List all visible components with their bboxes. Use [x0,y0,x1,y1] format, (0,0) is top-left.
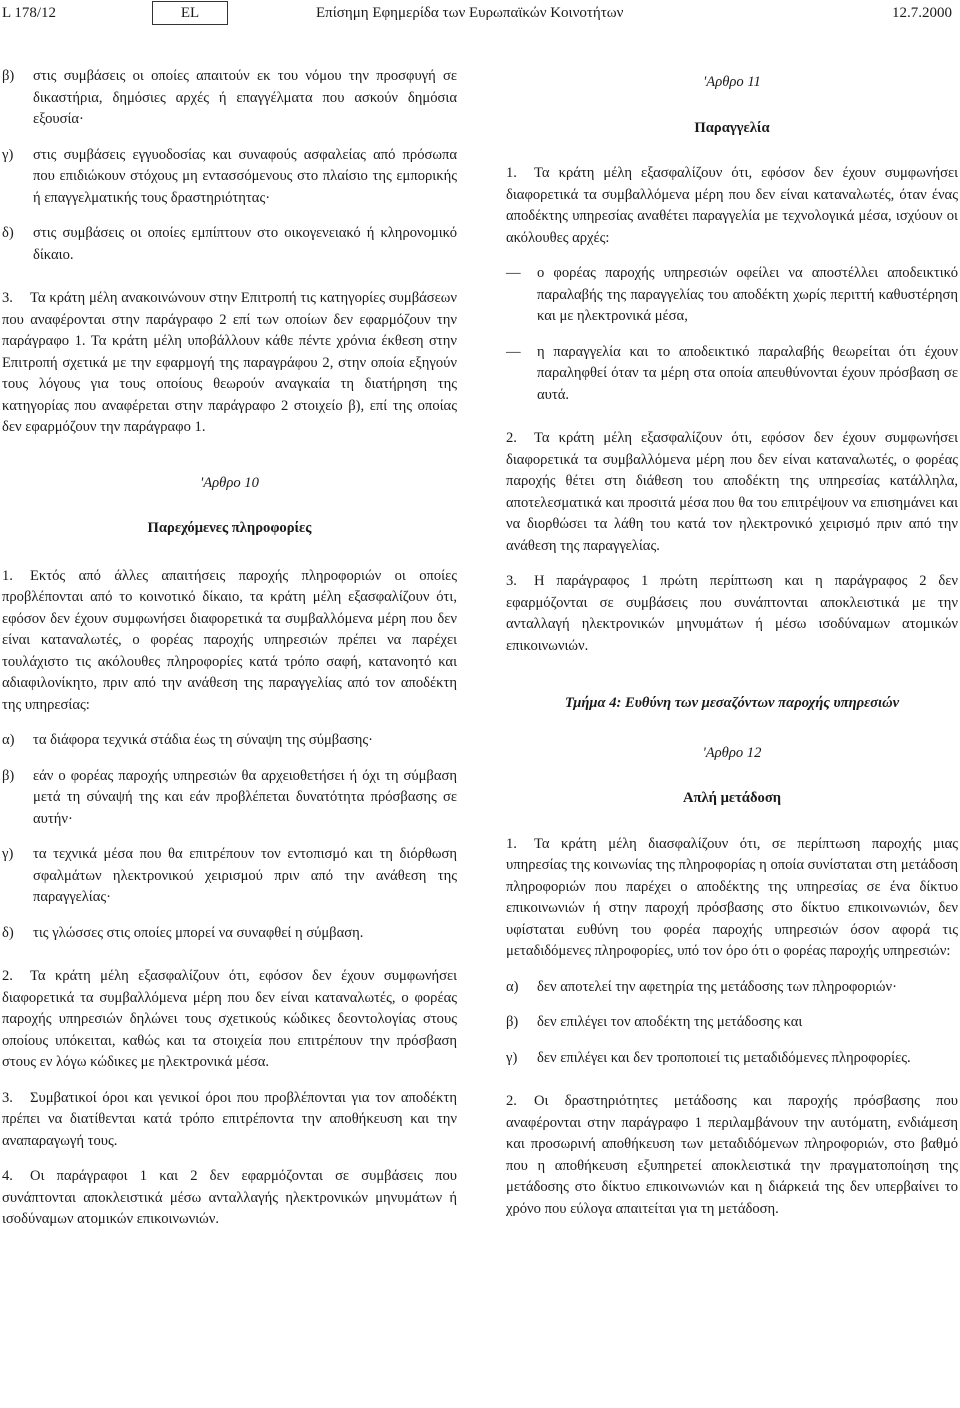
paragraph [2,966,457,1074]
paragraph-number: 4. [2,1168,13,1184]
list-item [2,66,457,131]
paragraph-number: 3. [2,1089,13,1106]
item-text: δεν επιλέγει τον αποδέκτη της μετάδοσης και [537,1014,803,1030]
item-marker: γ) [506,1049,518,1066]
list-item [2,730,457,752]
article-heading: 'Αρθρο 11 [703,74,761,90]
section-heading: Τμήμα 4: Ευθύνη των μεσαζόντων παροχής υπηρεσιών [564,695,900,711]
list-item [2,844,457,909]
language-box: EL [152,1,228,25]
list-item [2,923,457,945]
item-marker: δ) [2,924,14,941]
paragraph [2,566,457,717]
item-marker: α) [2,732,15,748]
paragraph [2,1088,457,1153]
paragraph-text: Συμβατικοί όροι και γενικοί όροι που προβλέπονται για τον αποδέκτη πρέπει να διατίθενται κατά τρόπο επιτρέποντα την αποθήκευση και την αναπαραγωγή τους. [2,1089,457,1149]
journal-title: Επίσημη Εφημερίδα των Ευρωπαϊκών Κοινοτήτων [316,5,624,21]
item-text: δεν επιλέγει και δεν τροποποιεί τις μεταδιδόμενες πληροφορίες. [537,1049,911,1066]
article-title: Απλή μετάδοση [682,790,782,806]
paragraph [506,163,958,249]
item-text: εάν ο φορέας παροχής υπηρεσιών θα αρχειοθετήσει ή όχι τη σύμβαση μετά τη σύναψή της και εάν προβλέπεται δυνατότητα πρόσβασης σε αυτήν· [33,767,457,827]
item-text: στις συμβάσεις εγγυοδοσίας και συναφούς ασφαλείας από πρόσωπα που επιδιώκουν στόχους μη εντασσόμενους στο πλαίσιο της εμπορικής ή επαγγελματικής τους δραστηριότητας· [33,146,457,206]
page-number: L 178/12 [2,5,57,21]
article-title: Παρεχόμενες πληροφορίες [147,520,312,536]
right-column [506,66,958,1234]
list-item [506,1048,958,1070]
paragraph-text: Εκτός από άλλες απαιτήσεις παροχής πληροφοριών οι οποίες προβλέπονται από το κοινοτικό δίκαιο, τα κράτη μέλη εξασφαλίζουν ότι, εφόσον δεν έχουν συμφωνήσει διαφορετικά τα συμβαλλόμενα μέρη που δεν είναι καταναλωτές, ο φορέας παροχής υπηρεσιών πρέπει να παρέχει τουλάχιστο τις ακόλουθες πληροφορίες κατά τρόπο σαφή, κατανοητό και αδιαφιλονίκητο, πριν από την ανάθεση της παραγγελίας από τον αποδέκτη της υπηρεσίας: [2,567,457,713]
item-text: η παραγγελία και το αποδεικτικό παραλαβής θεωρείται ότι έχουν παραληφθεί όταν τα μέρη στα οποία απευθύνονται έχουν πρόσβαση σε αυτά. [537,343,958,403]
dash-marker: — [506,265,521,281]
list-item [506,977,958,999]
list-item [506,1012,958,1034]
paragraph-number: 1. [506,835,517,852]
paragraph-number: 3. [506,573,517,589]
item-text: τις γλώσσες στις οποίες μπορεί να συναφθεί η σύμβαση. [33,924,364,941]
paragraph-text: Τα κράτη μέλη διασφαλίζουν ότι, σε περίπτωση παροχής μιας υπηρεσίας της κοινωνίας της πληροφορίας η οποία συνίσταται στη μετάδοση πληροφοριών που παρέχει ο αποδέκτης της υπηρεσίας σε ένα δίκτυο επικοινωνιών ή στην παροχή πρόσβασης στο δίκτυο επικοινωνιών, δεν υφίσταται ευθύνη του φορέα παροχής υπηρεσιών όσον αφορά τις μεταδιδόμενες πληροφορίες, υπό τον όρο ότι ο φορέας παροχής υπηρεσιών: [506,835,958,959]
item-marker: β) [2,68,15,84]
paragraph-text: Τα κράτη μέλη ανακοινώνουν στην Επιτροπή τις κατηγορίες συμβάσεων που αναφέρονται στην παράγραφο 2 επί των οποίων δεν εφαρμόζουν την παράγραφο 1. Τα κράτη μέλη υποβάλλουν κάθε πέντε χρόνια έκθεση στην Επιτροπή σχετικά με την εφαρμογή της παραγράφου 2, στην οποία εξηγούν τους λόγους για τους οποίους θεωρούν αναγκαία τη διατήρηση της κατηγορίας που αναφέρεται στην παράγραφο 2 στοιχείο β), επί της οποίας δεν εφαρμόζουν την παράγραφο 1. [2,290,457,435]
paragraph-text: Οι δραστηριότητες μετάδοσης και παροχής πρόσβασης που αναφέρονται στην παράγραφο 1 περιλαμβάνουν την αυτόματη, ενδιάμεση και προσωρινή αποθήκευση των μεταδιδόμενων πληροφοριών, στο βαθμό που η αποθήκευση εξυπηρετεί αποκλειστικά την πραγματοποίηση της μετάδοσης στο δίκτυο επικοινωνιών και η διάρκειά της δεν υπερβαίνει το χρόνο που εύλογα απαιτείται για τη μετάδοση. [506,1093,958,1217]
paragraph [2,288,457,439]
paragraph-number: 2. [506,430,517,446]
item-text: τα διάφορα τεχνικά στάδια έως τη σύναψη της σύμβασης· [33,732,374,748]
item-text: τα τεχνικά μέσα που θα επιτρέπουν τον εντοπισμό και τη διόρθωση σφαλμάτων ηλεκτρονικού χειρισμού πριν από την ανάθεση της παραγγελίας· [33,846,457,905]
paragraph [506,834,958,963]
paragraph-text: Τα κράτη μέλη εξασφαλίζουν ότι, εφόσον δεν έχουν συμφωνήσει διαφορετικά τα συμβαλλόμενα μέρη που δεν είναι καταναλωτές, όταν ένας αποδέκτης υπηρεσίας αναθέτει παραγγελία με τεχνολογικά μέσα, ισχύουν οι ακόλουθες αρχές: [506,165,958,246]
paragraph [506,571,958,657]
dash-marker: — [506,343,521,360]
paragraph [2,1166,457,1231]
item-marker: β) [2,767,15,784]
paragraph-number: 1. [506,165,517,181]
item-text: ο φορέας παροχής υπηρεσιών οφείλει να αποστέλλει αποδεικτικό παραλαβής της παραγγελίας του αποδέκτη χωρίς περιττή καθυστέρηση και με ηλεκτρονικά μέσα, [537,265,958,324]
paragraph [506,1091,958,1220]
paragraph-number: 1. [2,567,13,584]
item-text: στις συμβάσεις οι οποίες απαιτούν εκ του νόμου την προσφυγή σε δικαστήρια, δημόσιες αρχές ή επαγγέλματα που ασκούν δημόσια εξουσία· [33,68,457,127]
paragraph-number: 2. [2,968,13,984]
issue-date: 12.7.2000 [892,5,952,21]
item-text: δεν αποτελεί την αφετηρία της μετάδοσης των πληροφοριών· [537,978,897,995]
page-header [0,0,960,30]
paragraph-number: 3. [2,290,13,306]
paragraph [506,428,958,557]
list-item [2,223,457,266]
paragraph-text: Οι παράγραφοι 1 και 2 δεν εφαρμόζονται σε συμβάσεις που συνάπτονται αποκλειστικά μέσω ανταλλαγής ηλεκτρονικών μηνυμάτων ή ισοδύναμων ατομικών επικοινωνιών. [2,1168,457,1227]
list-item [2,766,457,831]
list-item [506,342,958,407]
paragraph-number: 2. [506,1093,517,1109]
article-title: Παραγγελία [694,119,770,136]
item-marker: γ) [2,846,14,862]
item-marker: γ) [2,146,14,163]
paragraph-text: Τα κράτη μέλη εξασφαλίζουν ότι, εφόσον δεν έχουν συμφωνήσει διαφορετικά τα συμβαλλόμενα μέρη που δεν είναι καταναλωτές, ο φορέας παροχής υπηρεσιών δηλώνει τους σχετικούς κώδικες δεοντολογίας στους οποίους υπόκειται, καθώς και τα στοιχεία που επιτρέπουν την πρόσβαση στους εν λόγω κώδικες με ηλεκτρονικά μέσα. [2,968,457,1070]
item-marker: β) [506,1014,519,1030]
item-marker: δ) [2,225,14,241]
item-text: στις συμβάσεις οι οποίες εμπίπτουν στο οικογενειακό ή κληρονομικό δίκαιο. [33,225,457,263]
paragraph-text: Η παράγραφος 1 πρώτη περίπτωση και η παράγραφος 2 δεν εφαρμόζονται σε συμβάσεις που συνάπτονται αποκλειστικά με την ανταλλαγή ηλεκτρονικών μηνυμάτων ή μέσω ισοδύναμων ατομικών επικοινωνιών. [506,573,958,654]
left-column [2,66,457,1245]
list-item [506,263,958,328]
paragraph-text: Τα κράτη μέλη εξασφαλίζουν ότι, εφόσον δεν έχουν συμφωνήσει διαφορετικά τα συμβαλλόμενα μέρη που δεν είναι καταναλωτές, ο φορέας παροχής θέτει στη διάθεση του αποδέκτη της υπηρεσίας κατάλληλα, αποτελεσματικά και προσιτά μέσα που θα του επιτρέψουν να επισημάνει και να διορθώσει τα λάθη του κατά τον ηλεκτρονικό χειρισμό πριν από την ανάθεση της παραγγελίας. [506,430,958,554]
item-marker: α) [506,978,519,995]
list-item [2,145,457,210]
article-heading: 'Αρθρο 12 [702,744,762,761]
article-heading: 'Αρθρο 10 [200,474,259,491]
